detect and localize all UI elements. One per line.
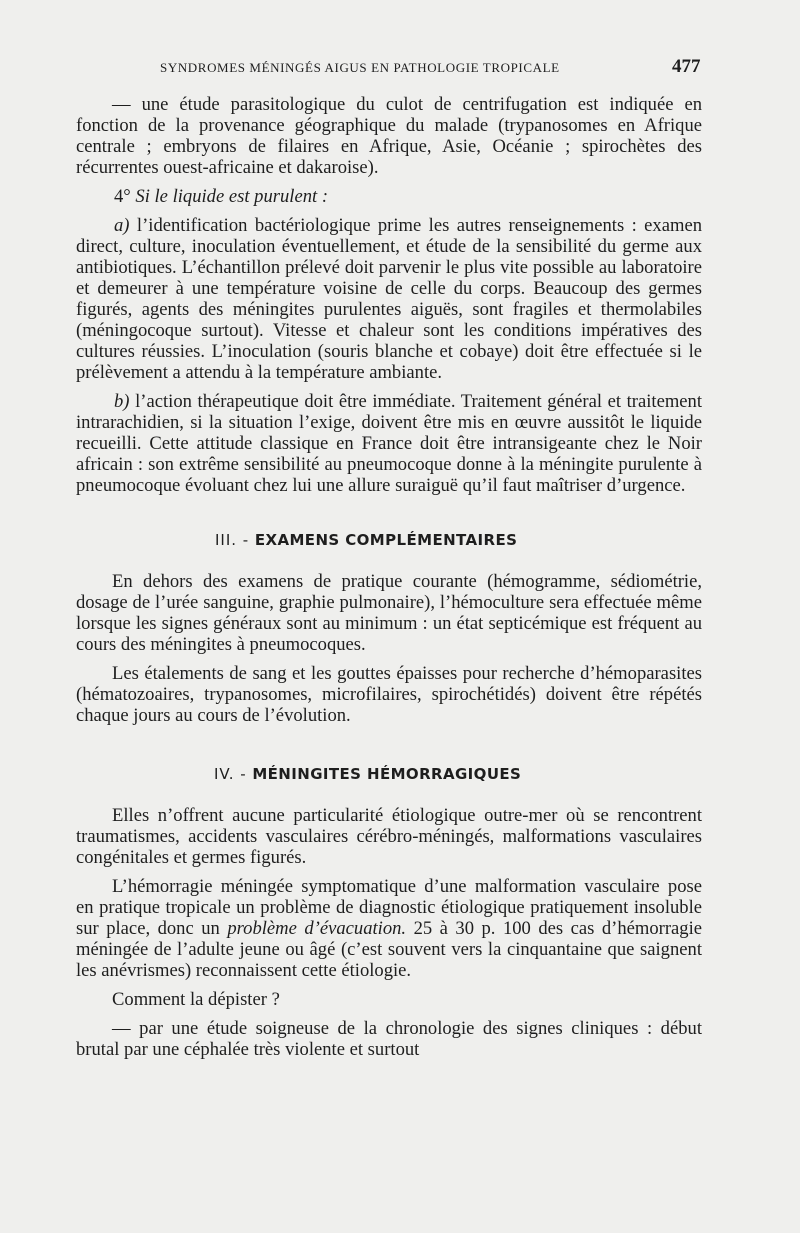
paragraph-purulent-heading — [76, 186, 702, 207]
section-heading-meningites — [214, 764, 702, 785]
paragraph-therapy — [76, 391, 702, 496]
paragraph-parasitology: — une étude parasitologique du culot de centrifugation est indiquée en fonction de la provenance géographique du malade (trypanosomes en Afrique centrale ; embryons de filaires en Afrique, Asie, Océanie ; spirochètes des récurrentes ouest-africaine et dakaroise). — [76, 94, 702, 178]
section-number: III. - — [215, 531, 250, 549]
paragraph-therapy-text: l’action thérapeutique doit être immédiate. Traitement général et traitement intrarachidien, si la situation l’exige, doivent être mis en œuvre aussitôt le liquide recueilli. Cette attitude classique en France doit être intransigeante chez le Noir africain : son extrême sensibilité au pneumocoque donne à la méningite purulente à pneumocoque évoluant chez lui une allure suraiguë qu’il faut maîtriser d’urgence. — [76, 391, 703, 496]
italic-subheading: Si le liquide est purulent : — [135, 186, 329, 207]
section-heading-examens — [215, 530, 702, 551]
paragraph-bacteriology-text: l’identification bactériologique prime les autres renseignements : examen direct, culture, inoculation éventuellement, et étude de la sensibilité du germe aux antibiotiques. L’échantillon prélevé doit parvenir le plus vite possible au laboratoire et demeurer à une température voisine de celle du corps. Beaucoup des germes figurés, agents des méningites purulentes aiguës, sont fragiles et thermolabiles (méningocoque surtout). Vitesse et chaleur sont les conditions impératives des cultures réussies. L’inoculation (souris blanche et cobaye) doit être effectuée si le prélèvement a attendu à la température ambiante. — [76, 215, 702, 383]
section-number: IV. - — [214, 765, 247, 783]
paragraph-bacteriology — [76, 215, 702, 383]
page-header — [0, 56, 800, 80]
running-title: SYNDROMES MÉNINGÉS AIGUS EN PATHOLOGIE TROPICALE — [160, 60, 560, 75]
paragraph-hemorrhage-part2: 25 à 30 p. 100 des cas d’hémorragie méningée de l’adulte jeune ou âgé (c’est souvent vers la cinquantaine que saignent les anévrismes) reconnaissent cette étiologie. — [76, 918, 702, 981]
list-marker-a: a) — [114, 215, 130, 236]
item-number: 4° — [114, 186, 131, 207]
paragraph-hemorrhage — [76, 876, 702, 981]
paragraph-exams: En dehors des examens de pratique courante (hémogramme, sédiométrie, dosage de l’urée sanguine, graphie pulmonaire), l’hémoculture sera effectuée même lorsque les signes généraux sont au minimum : un état septicémique est fréquent au cours des méningites à pneumocoques. — [76, 571, 702, 655]
italic-phrase: problème d’évacuation. — [227, 918, 407, 939]
paragraph-question: Comment la dépister ? — [112, 989, 280, 1010]
paragraph-hemorrhage-part1: L’hémorragie méningée symptomatique d’une malformation vasculaire pose en pratique tropicale un problème de diagnostic étiologique pratiquement insoluble sur place, donc un — [76, 876, 702, 939]
paragraph-etiology: Elles n’offrent aucune particularité étiologique outre-mer où se rencontrent traumatismes, accidents vasculaires cérébro-méningés, malformations vasculaires congénitales et germes figurés. — [76, 805, 702, 868]
paragraph-smears: Les étalements de sang et les gouttes épaisses pour recherche d’hémoparasites (hématozoaires, trypanosomes, microfilaires, spirochétidés) doivent être répétés chaque jours au cours de l’évolution. — [76, 663, 702, 726]
list-marker-b: b) — [114, 391, 130, 412]
section-title: EXAMENS COMPLÉMENTAIRES — [254, 531, 518, 549]
body-text — [76, 94, 702, 1068]
page-number: 477 — [672, 56, 701, 77]
section-title: MÉNINGITES HÉMORRAGIQUES — [252, 765, 522, 783]
paragraph-chronology: — par une étude soigneuse de la chronologie des signes cliniques : début brutal par une céphalée très violente et surtout — [76, 1018, 702, 1060]
